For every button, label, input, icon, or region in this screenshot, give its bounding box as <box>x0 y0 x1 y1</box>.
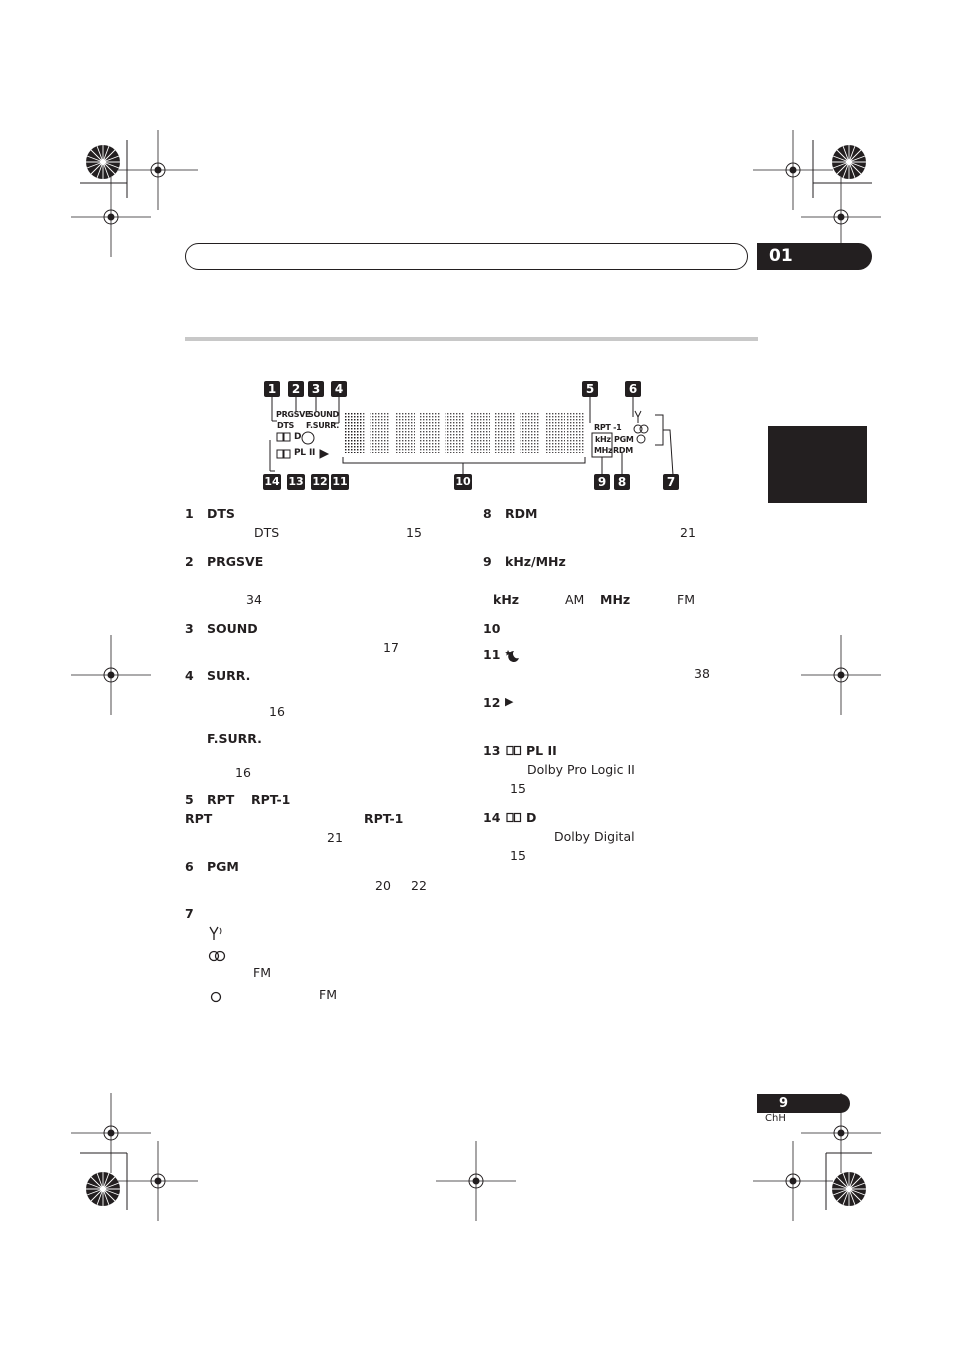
sleep-moon-icon <box>505 648 521 664</box>
section-rule <box>185 337 758 341</box>
item-13-desc: Dolby Pro Logic II <box>527 762 635 777</box>
item-4-sub-title: F.SURR. <box>207 731 262 746</box>
callout-3: 3 <box>308 381 324 397</box>
dolby-icon <box>506 812 522 824</box>
item-number: 11 <box>483 647 501 662</box>
item-title: DTS <box>207 506 235 521</box>
callout-13: 13 <box>288 475 304 488</box>
label-mhz: MHz <box>594 446 613 455</box>
callout-8: 8 <box>614 474 630 490</box>
item-4-page: 16 <box>269 704 285 719</box>
item-title: RPT <box>207 792 235 807</box>
callout-7: 7 <box>663 474 679 490</box>
item-1-page: 15 <box>406 525 422 540</box>
callout-11: 11 <box>332 475 348 488</box>
item-number: 2 <box>185 554 194 569</box>
item-6-page-b: 22 <box>411 878 427 893</box>
page-number-tab <box>757 1094 850 1113</box>
item-7-stereo-text: FM <box>253 965 271 980</box>
item-7-icons <box>207 925 231 1005</box>
item-5-title2: RPT-1 <box>251 792 291 807</box>
chapter-title-bar <box>185 243 748 270</box>
callout-6: 6 <box>625 381 641 397</box>
item-title: SOUND <box>207 621 258 636</box>
item-number: 4 <box>185 668 194 683</box>
chapter-number: 01 <box>769 246 793 266</box>
item-number: 13 <box>483 743 501 758</box>
label-dts: DTS <box>277 421 294 430</box>
label-prgsve: PRGSVE <box>276 410 311 419</box>
item-5-page: 21 <box>327 830 343 845</box>
label-rpt: RPT -1 <box>594 423 622 432</box>
item-title: RDM <box>505 506 538 521</box>
item-9-am: AM <box>565 592 585 607</box>
item-9-fm: FM <box>677 592 695 607</box>
item-2-page: 34 <box>246 592 262 607</box>
item-number: 10 <box>483 621 501 636</box>
mono-icon <box>212 993 221 1002</box>
item-3-page: 17 <box>383 640 399 655</box>
item-number: 3 <box>185 621 194 636</box>
item-9-khz: kHz <box>493 592 520 607</box>
item-13-page: 15 <box>510 781 526 796</box>
item-number: 7 <box>185 906 194 921</box>
label-dolby-d: D <box>294 432 302 442</box>
callout-14: 14 <box>264 475 280 488</box>
item-number: 6 <box>185 859 194 874</box>
item-number: 1 <box>185 506 194 521</box>
item-title: PGM <box>207 859 239 874</box>
dolby-icon <box>506 745 522 757</box>
item-number: 14 <box>483 810 501 825</box>
label-sound: SOUND <box>308 410 339 419</box>
label-pl: PL <box>294 448 306 458</box>
callout-4: 4 <box>331 381 347 397</box>
item-number: 12 <box>483 695 501 710</box>
chapter-number-tab <box>757 243 872 270</box>
item-11-page: 38 <box>694 666 710 681</box>
item-5-line-right: RPT-1 <box>364 811 404 826</box>
item-9-mhz: MHz <box>600 592 631 607</box>
item-number: 8 <box>483 506 492 521</box>
item-number: 5 <box>185 792 194 807</box>
item-4-sub-page: 16 <box>235 765 251 780</box>
callout-12: 12 <box>312 475 328 488</box>
page-language-code: ChH <box>765 1113 786 1124</box>
label-khz: kHz <box>595 435 611 444</box>
play-icon: ▶ <box>505 695 514 708</box>
item-title: PRGSVE <box>207 554 264 569</box>
callout-5: 5 <box>582 381 598 397</box>
item-1-text: DTS <box>254 525 280 540</box>
item-7-mono-text: FM <box>319 987 337 1002</box>
item-5-line-left: RPT <box>185 811 213 826</box>
item-14-title: D <box>526 810 537 825</box>
item-14-page: 15 <box>510 848 526 863</box>
label-pgm: PGM <box>614 435 634 444</box>
label-fsurr: F.SURR. <box>306 421 339 430</box>
item-6-page-a: 20 <box>375 878 391 893</box>
item-13-title: PL II <box>526 743 557 758</box>
item-14-desc: Dolby Digital <box>554 829 635 844</box>
item-title: SURR. <box>207 668 251 683</box>
item-8-page: 21 <box>680 525 696 540</box>
label-rdm: RDM <box>613 446 633 455</box>
page-number: 9 <box>779 1096 789 1111</box>
label-pl-ii: II <box>309 448 316 458</box>
callout-10: 10 <box>455 475 471 488</box>
callout-2: 2 <box>288 381 304 397</box>
item-title: kHz/MHz <box>505 554 566 569</box>
callout-1: 1 <box>264 381 280 397</box>
callout-9: 9 <box>594 474 610 490</box>
display-graphic <box>255 395 685 475</box>
language-side-tab <box>768 426 867 503</box>
item-number: 9 <box>483 554 492 569</box>
antenna-icon <box>210 927 218 940</box>
